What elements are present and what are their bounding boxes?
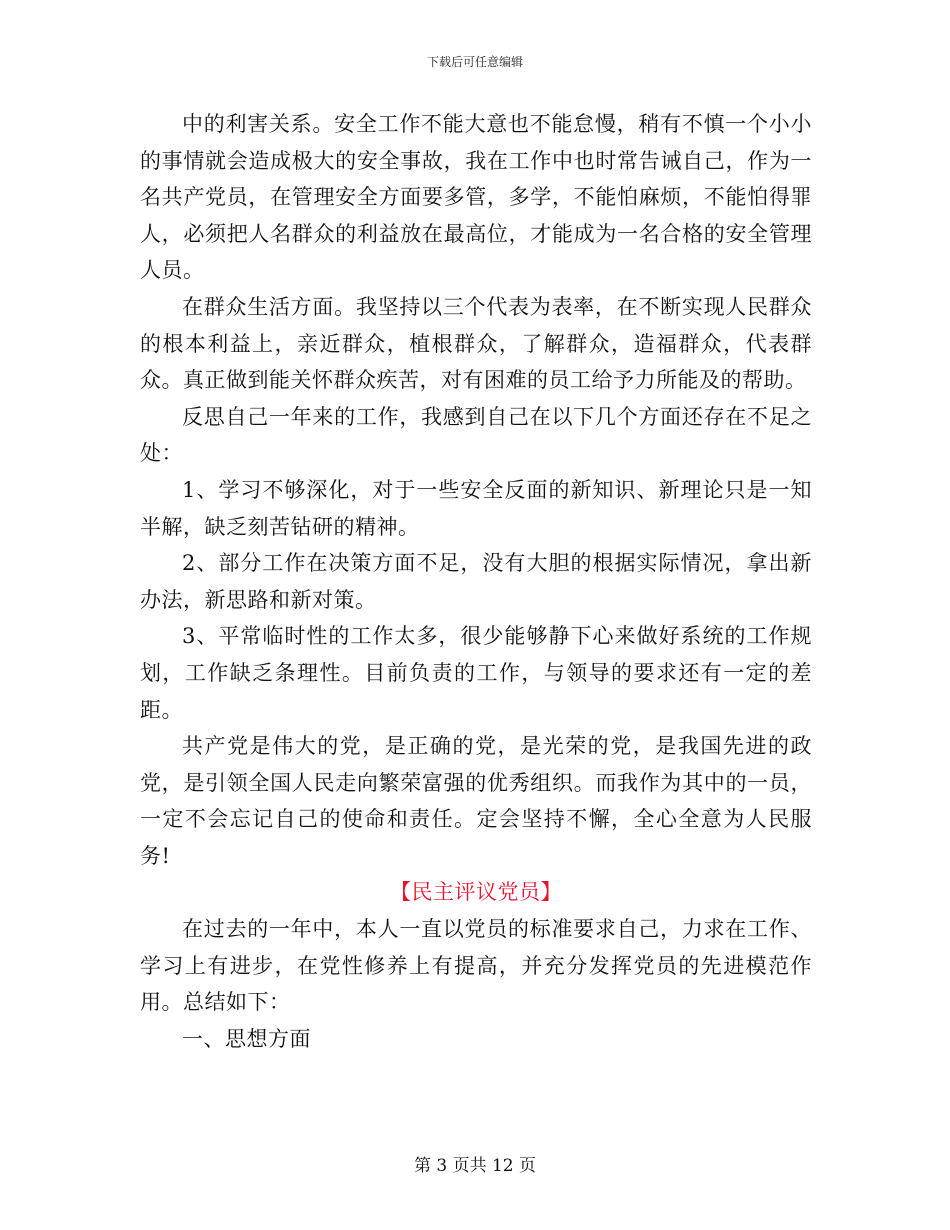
- section-heading: 【民主评议党员】: [390, 880, 562, 905]
- paragraph-shortcoming-2: 2、部分工作在决策方面不足，没有大胆的根据实际情况，拿出新办法，新思路和新对策。: [140, 551, 812, 612]
- paragraph-masses: 在群众生活方面。我坚持以三个代表为表率，在不断实现人民群众的根本利益上，亲近群众，植根群众，了解群众，造福群众，代表群众。真正做到能关怀群众疾苦，对有困难的员工给予力所能及的帮助。: [140, 294, 812, 393]
- page-number: 第 3 页共 12 页: [413, 1156, 537, 1176]
- paragraph-summary-intro: 在过去的一年中，本人一直以党员的标准要求自己，力求在工作、学习上有进步，在党性修养上有提高，并充分发挥党员的先进模范作用。总结如下：: [140, 917, 812, 1015]
- page-header: [0, 54, 950, 70]
- paragraph-safety: 中的利害关系。安全工作不能大意也不能怠慢，稍有不慎一个小小的事情就会造成极大的安全事故，我在工作中也时常告诫自己，作为一名共产党员，在管理安全方面要多管，多学，不能怕麻烦，不能怕得罪人，必须把人名群众的利益放在最高位，才能成为一名合格的安全管理人员。: [140, 112, 812, 283]
- paragraph-ideology-heading: 一、思想方面: [182, 1026, 311, 1051]
- paragraph-reflection: 反思自己一年来的工作，我感到自己在以下几个方面还存在不足之处：: [140, 404, 812, 466]
- paragraph-shortcoming-1: 1、学习不够深化，对于一些安全反面的新知识、新理论只是一知半解，缺乏刻苦钻研的精神。: [140, 477, 812, 539]
- paragraph-shortcoming-3: 3、平常临时性的工作太多，很少能够静下心来做好系统的工作规划，工作缺乏条理性。目前负责的工作，与领导的要求还有一定的差距。: [140, 624, 812, 722]
- header-note: 下载后可任意编辑: [426, 55, 523, 69]
- paragraph-party: 共产党是伟大的党，是正确的党，是光荣的党，是我国先进的政党，是引领全国人民走向繁荣富强的优秀组织。而我作为其中的一员，一定不会忘记自己的使命和责任。定会坚持不懈，全心全意为人民服务!: [140, 734, 812, 868]
- page-footer: [0, 1155, 950, 1177]
- document-body: [140, 106, 812, 1057]
